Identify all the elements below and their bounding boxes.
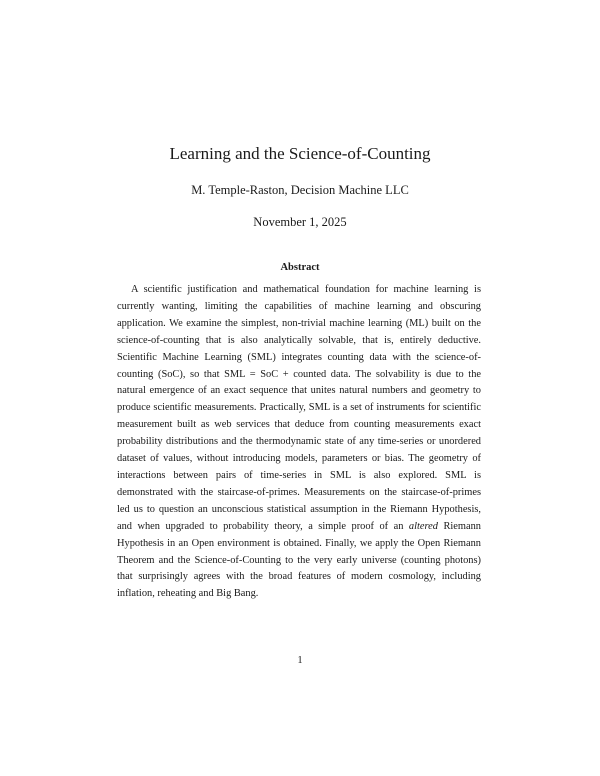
paper-author: M. Temple-Raston, Decision Machine LLC (191, 183, 409, 197)
page-number: 1 (297, 655, 303, 666)
abstract-heading: Abstract (280, 262, 320, 273)
abstract-text-part2: Riemann Hypothesis in an Open environment is obtained. Finally, we apply the Open Riemann Theorem and the Science-of-Counting to the very early universe (counting photons) that surprisingly agrees with the broad features of modern cosmology, including inflation, reheating and Big Bang. (117, 520, 481, 600)
paper-date: November 1, 2025 (253, 215, 347, 229)
paper-title: Learning and the Science-of-Counting (169, 144, 431, 163)
abstract-emphasis: altered (408, 520, 438, 532)
abstract-body (117, 282, 481, 603)
abstract-text-part1: A scientific justification and mathematical foundation for machine learning is currently wanting, limiting the capabilities of machine learning and obscuring application. We examine the simplest, non-trivial machine learning (ML) built on the science-of-counting that is also analytically solvable, that is, entirely deductive. Scientific Machine Learning (SML) integrates counting data with the science-of-counting (SoC), so that SML = SoC + counted data. The solvability is due to the natural emergence of an exact sequence that unites natural numbers and geometry to produce scientific measurements. Practically, SML is a set of instruments for scientific measurement built as web services that deduce from counting measurements exact probability distributions and the thermodynamic state of any time-series or unordered dataset of values, without introducing models, parameters or bias. The geometry of interactions between pairs of time-series in SML is also explored. SML is demonstrated with the staircase-of-primes. Measurements on the staircase-of-primes led us to question an unconscious statistical assumption in the Riemann Hypothesis, and when upgraded to probability theory, a simple proof of an (117, 284, 481, 532)
